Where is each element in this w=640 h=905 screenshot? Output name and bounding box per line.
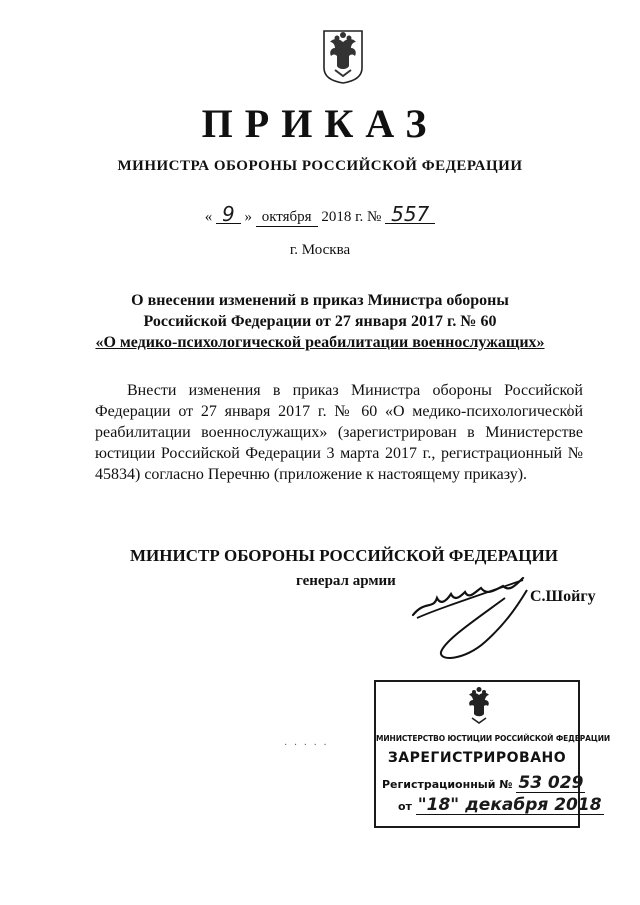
- stamp-ministry: МИНИСТЕРСТВО ЮСТИЦИИ РОССИЙСКОЙ ФЕДЕРАЦИИ: [376, 734, 611, 743]
- heading-line: Российской Федерации от 27 января 2017 г. № 60: [143, 313, 497, 330]
- stamp-registered: ЗАРЕГИСТРИРОВАНО: [387, 750, 567, 766]
- order-day: 9: [216, 205, 241, 224]
- order-month: октября: [256, 208, 318, 227]
- scan-dots: · · · · ·: [284, 740, 329, 751]
- quote-open: «: [204, 209, 213, 225]
- document-title: ПРИКАЗ: [201, 101, 439, 146]
- signatory-position: МИНИСТР ОБОРОНЫ РОССИЙСКОЙ ФЕДЕРАЦИИ: [130, 546, 558, 565]
- handwritten-signature: [405, 570, 545, 665]
- coat-of-arms-icon: [321, 28, 365, 84]
- heading-line: «О медико-психологической реабилитации военнослужащих»: [95, 334, 545, 351]
- stamp-registration-number: [382, 774, 585, 793]
- issuer-subtitle: МИНИСТРА ОБОРОНЫ РОССИЙСКОЙ ФЕДЕРАЦИИ: [117, 158, 523, 174]
- number-sign: №: [367, 209, 382, 225]
- order-date-line: [0, 202, 640, 227]
- signatory-rank: генерал армии: [296, 573, 396, 589]
- signatory-name: С.Шойгу: [530, 588, 596, 605]
- stamp-from-label: от: [398, 800, 412, 813]
- stamp-from-date: "18" декабря 2018: [417, 795, 602, 815]
- order-number: 557: [385, 205, 435, 224]
- order-heading: [80, 290, 560, 353]
- registration-stamp: [374, 680, 611, 828]
- quote-close: »: [244, 209, 252, 225]
- city-line: г. Москва: [289, 242, 351, 258]
- stamp-reg-label: Регистрационный №: [382, 778, 513, 791]
- order-year: 2018 г.: [321, 209, 364, 225]
- heading-line: О внесении изменений в приказ Министра обороны: [131, 292, 509, 309]
- stamp-coat-of-arms-icon: [462, 686, 496, 728]
- stamp-registration-date: [398, 796, 604, 815]
- order-body: Внести изменения в приказ Министра обороны Российской Федерации от 27 января 2017 г. № 60 «О медико-психологической реабилитации военнослужащих» (зарегистрирован в Министерстве юстиции Российской Федерации 3 марта 2017 г., регистрационный № 45834) согласно Перечню (приложение к настоящему приказу).: [95, 382, 583, 483]
- stamp-reg-number: 53 029: [518, 773, 584, 793]
